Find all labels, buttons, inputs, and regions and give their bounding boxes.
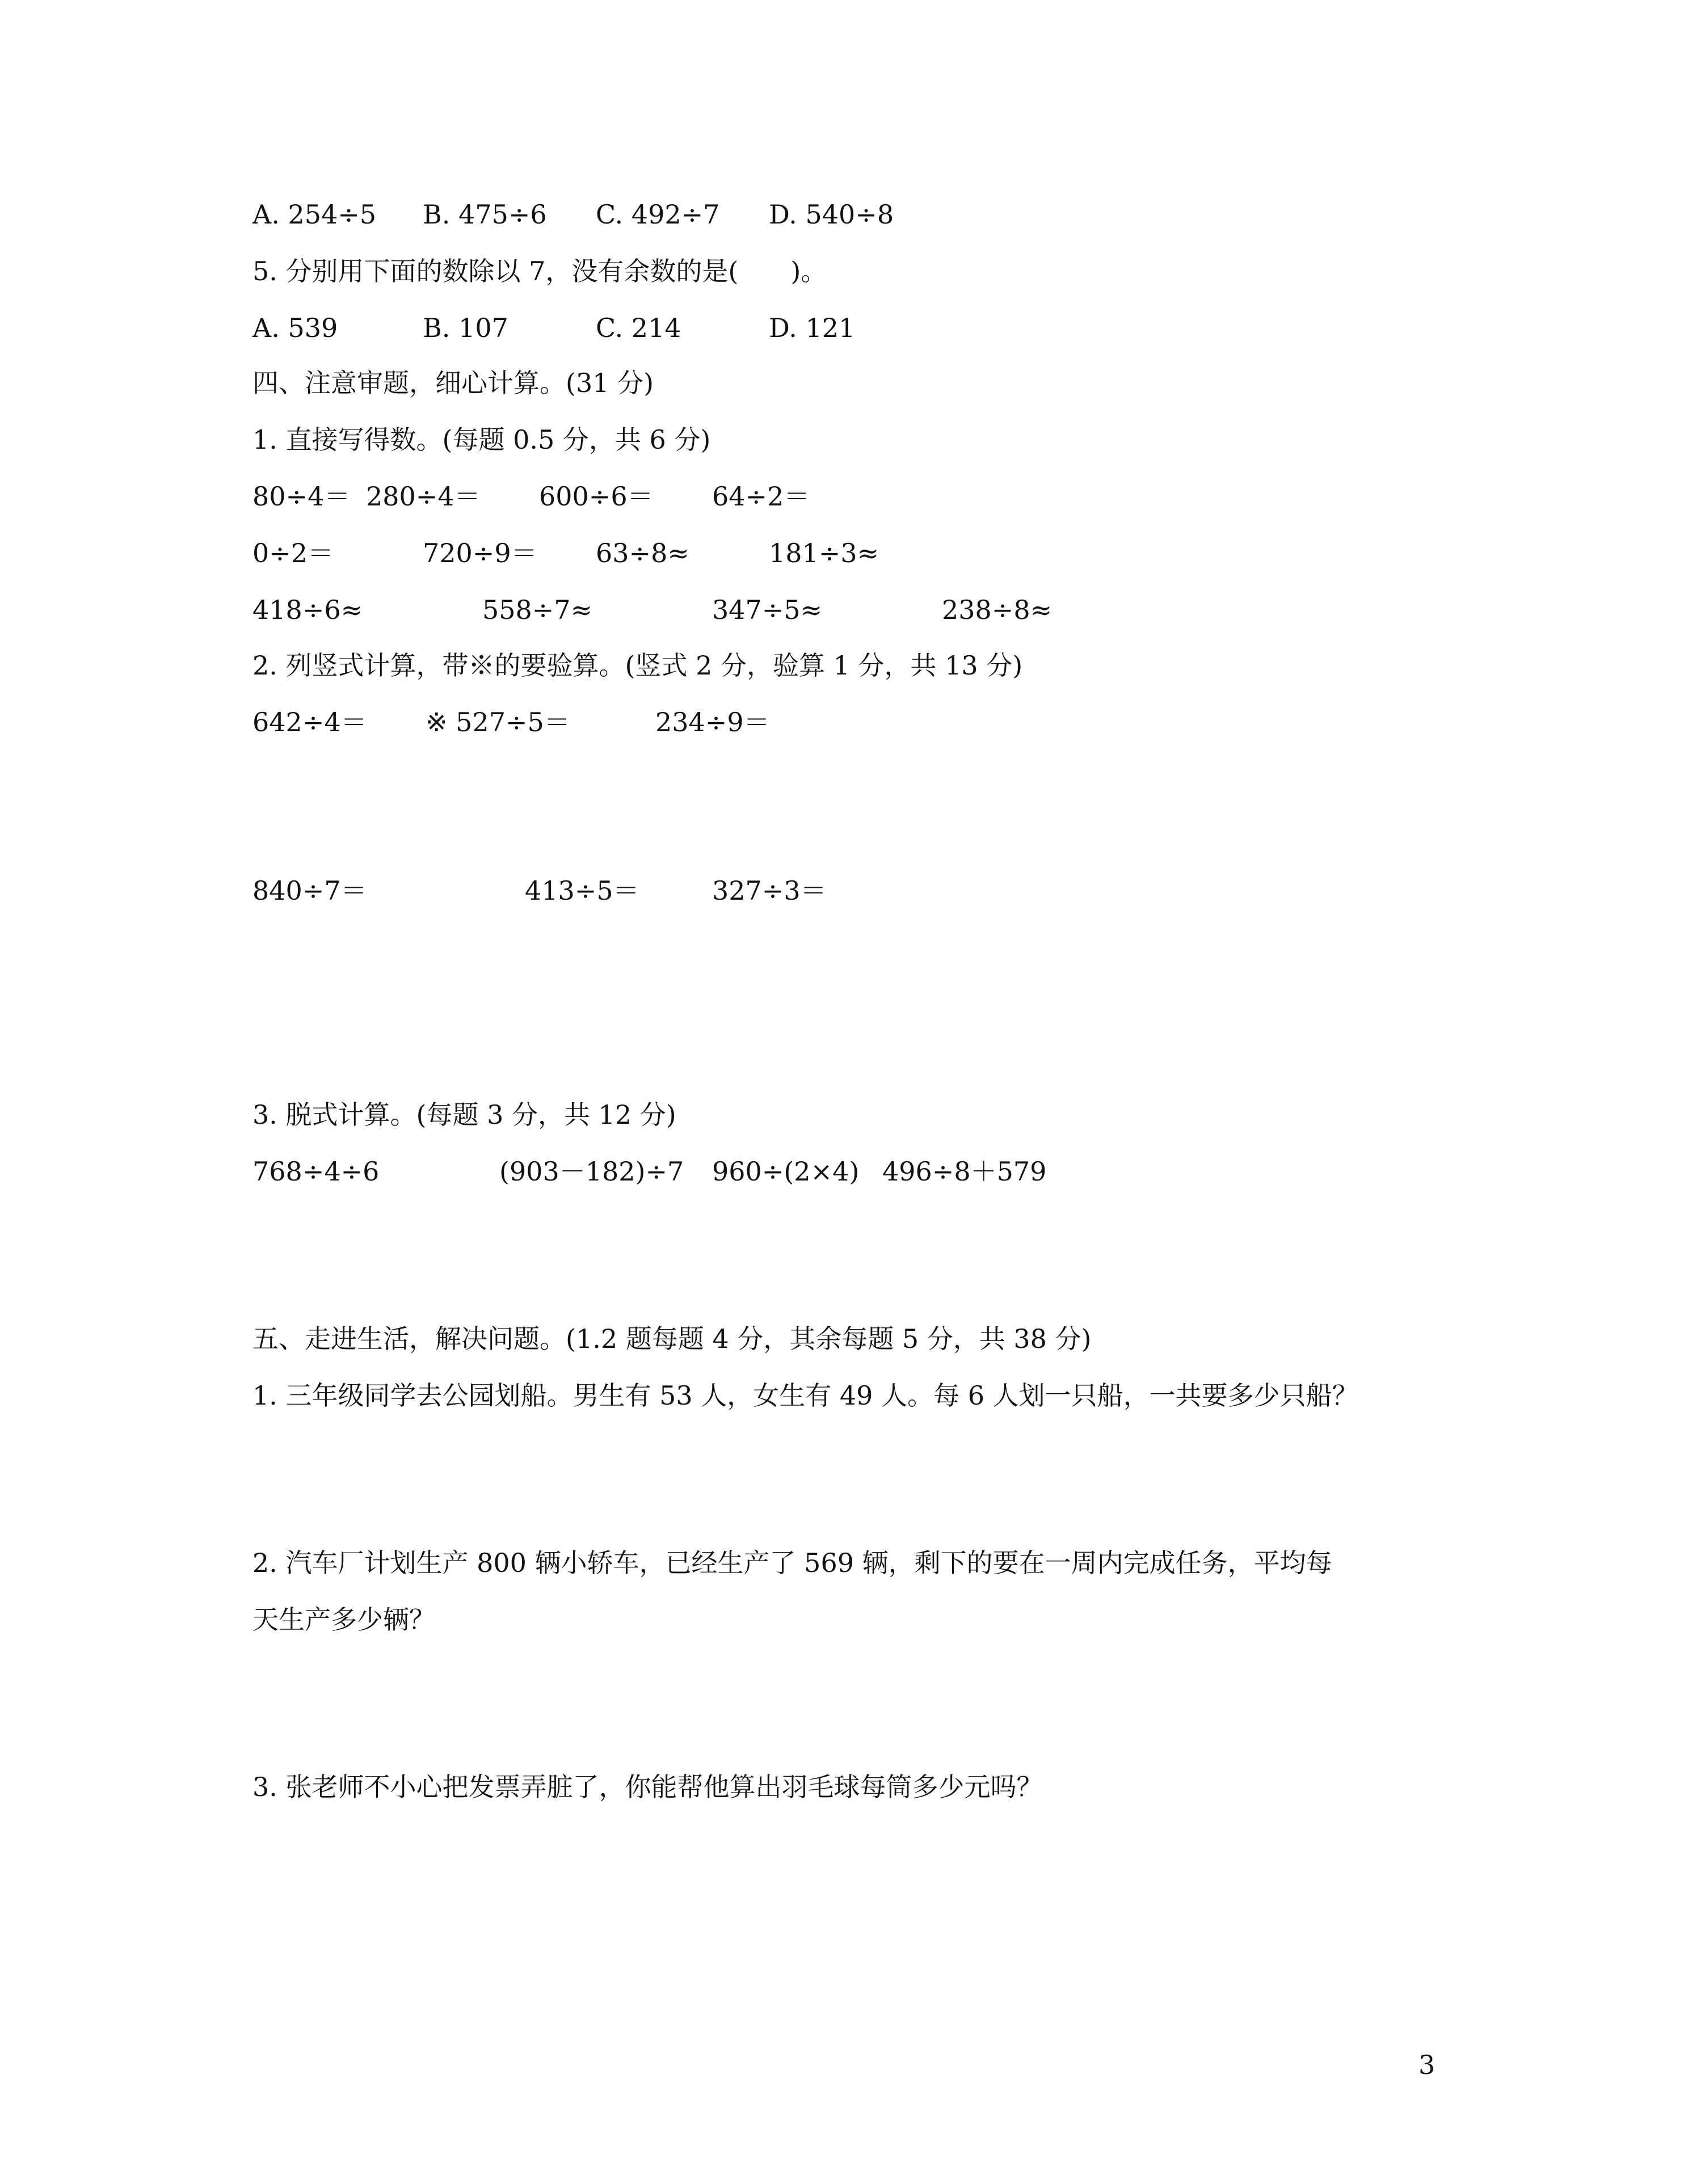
section4-heading: 四、注意审题，细心计算。(31 分): [252, 368, 654, 398]
calc-item: 960÷(2×4): [712, 1156, 860, 1187]
calc-item: 238÷8≈: [942, 595, 1053, 625]
part2-title: 2. 列竖式计算，带※的要验算。(竖式 2 分，验算 1 分，共 13 分): [252, 650, 1023, 681]
calc-item: 413÷5＝: [525, 875, 639, 906]
q4-option-d: D. 540÷8: [769, 199, 894, 230]
q5-stem: 5. 分别用下面的数除以 7，没有余数的是( )。: [252, 256, 827, 286]
calc-item: 600÷6＝: [539, 481, 654, 512]
calc-item: 234÷9＝: [655, 707, 770, 737]
calc-item: 768÷4÷6: [252, 1156, 380, 1187]
word-problem-3: 3. 张老师不小心把发票弄脏了，你能帮他算出羽毛球每筒多少元吗？: [252, 1772, 1043, 1802]
calc-item: 418÷6≈: [252, 595, 363, 625]
calc-item: 64÷2＝: [712, 481, 810, 512]
word-problem-2-line2: 天生产多少辆？: [252, 1604, 435, 1635]
calc-item: 840÷7＝: [252, 875, 367, 906]
calc-item: 0÷2＝: [252, 538, 334, 568]
word-problem-2-line1: 2. 汽车厂计划生产 800 辆小轿车，已经生产了 569 辆，剩下的要在一周内完成任务，平均每: [252, 1548, 1332, 1578]
word-problem-1: 1. 三年级同学去公园划船。男生有 53 人，女生有 49 人。每 6 人划一只船，一共要多少只船？: [252, 1380, 1358, 1411]
q5-option-d: D. 121: [769, 313, 856, 343]
calc-item: ※ 527÷5＝: [426, 707, 570, 737]
calc-item: (903－182)÷7: [499, 1156, 684, 1187]
q4-option-b: B. 475÷6: [423, 199, 547, 230]
calc-item: 327÷3＝: [712, 875, 827, 906]
calc-item: 80÷4＝: [252, 481, 351, 512]
calc-item: 181÷3≈: [769, 538, 879, 568]
q5-option-b: B. 107: [423, 313, 508, 343]
calc-item: 720÷9＝: [423, 538, 537, 568]
part3-title: 3. 脱式计算。(每题 3 分，共 12 分): [252, 1099, 676, 1130]
calc-item: 63÷8≈: [596, 538, 689, 568]
q5-option-c: C. 214: [596, 313, 681, 343]
page-number: 3: [1418, 2050, 1436, 2080]
calc-item: 347÷5≈: [712, 595, 823, 625]
section5-heading: 五、走进生活，解决问题。(1.2 题每题 4 分，其余每题 5 分，共 38 分): [252, 1323, 1092, 1354]
calc-item: 280÷4＝: [366, 481, 481, 512]
q4-option-a: A. 254÷5: [252, 199, 377, 230]
calc-item: 642÷4＝: [252, 707, 367, 737]
calc-item: 496÷8＋579: [882, 1156, 1047, 1187]
q4-option-c: C. 492÷7: [596, 199, 720, 230]
q5-option-a: A. 539: [252, 313, 338, 343]
calc-item: 558÷7≈: [482, 595, 593, 625]
part1-title: 1. 直接写得数。(每题 0.5 分，共 6 分): [252, 424, 711, 455]
